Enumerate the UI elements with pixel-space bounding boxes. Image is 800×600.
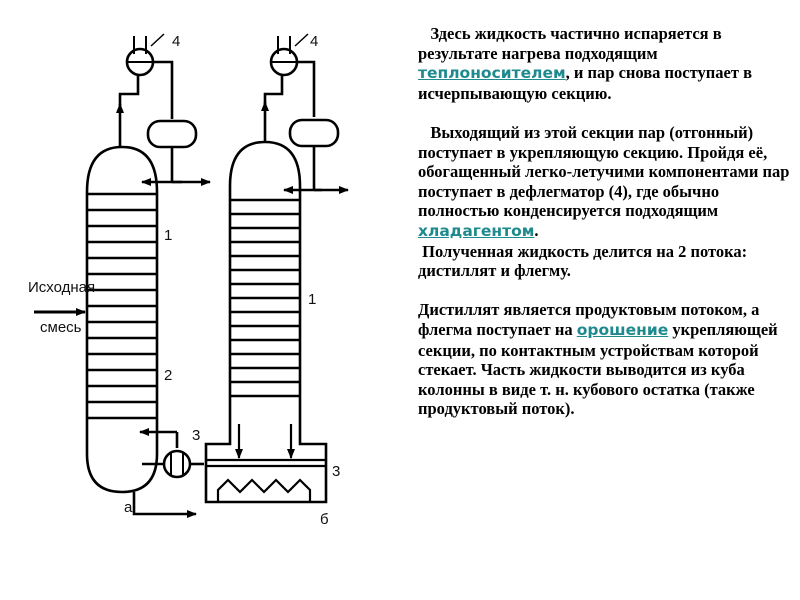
distillation-diagram — [22, 14, 352, 540]
paragraph-vapor-text-2: . — [534, 220, 539, 240]
paragraph-split — [418, 242, 798, 281]
column-a-caption: а — [124, 499, 133, 516]
column-a-shell — [87, 147, 157, 492]
column-b-reflux-drum — [290, 120, 338, 146]
diagram-svg — [22, 14, 352, 540]
paragraph-distillate-text-2: укрепляющей секции, по контактным устройствам которой стекает. Часть жидкости выводится из куба колонны в виде т. н. кубового остатка (также продуктовый поток). — [418, 319, 778, 419]
paragraph-vapor-text-1: Выходящий из этой секции пар (отгонный) поступает в укрепляющую секцию. Пройдя её, обогащенный легко-летучими компонентами пар поступает в дефлегматор (4), где обычно полностью конденсируется подходящим — [418, 122, 790, 221]
column-b-label-3: 3 — [332, 463, 341, 480]
paragraph-heating-text-2: , и пар снова поступает в исчерпывающую секцию. — [418, 63, 752, 103]
column-a-reboiler — [164, 451, 190, 477]
link-reflux[interactable]: орошение — [576, 320, 669, 339]
column-b-heating-coil — [218, 480, 310, 502]
column-a — [34, 34, 210, 514]
column-a-label-3: 3 — [192, 427, 201, 444]
column-b-caption: б — [320, 511, 329, 528]
column-a-label-1: 1 — [164, 227, 173, 244]
column-a-trays — [87, 194, 157, 418]
feed-label-line2: смесь — [40, 319, 82, 336]
column-a-label-4: 4 — [172, 33, 181, 50]
link-heat-carrier[interactable]: теплоносителем — [418, 64, 566, 83]
description-text — [418, 24, 798, 419]
paragraph-heating — [418, 24, 798, 103]
link-coolant[interactable]: хладагентом — [418, 221, 535, 240]
paragraph-split-text: Полученная жидкость делится на 2 потока: дистиллят и флегму. — [418, 241, 748, 281]
column-b-label-4: 4 — [310, 33, 319, 50]
column-a-reflux-drum — [148, 121, 196, 147]
column-a-label-2: 2 — [164, 367, 173, 384]
paragraph-heating-text-1: Здесь жидкость частично испаряется в результате нагрева подходящим — [418, 24, 722, 63]
paragraph-vapor — [418, 123, 798, 242]
column-b-label-1: 1 — [308, 291, 317, 308]
feed-label-line1: Исходная — [28, 279, 96, 296]
paragraph-distillate — [418, 300, 798, 419]
paragraph-distillate-text-1: Дистиллят является продуктовым потоком, а флегма поступает на — [418, 300, 760, 339]
column-b-trays — [230, 200, 300, 396]
column-b — [206, 34, 348, 502]
column-b-shell — [230, 142, 300, 422]
column-a-vapor-line — [120, 74, 138, 106]
